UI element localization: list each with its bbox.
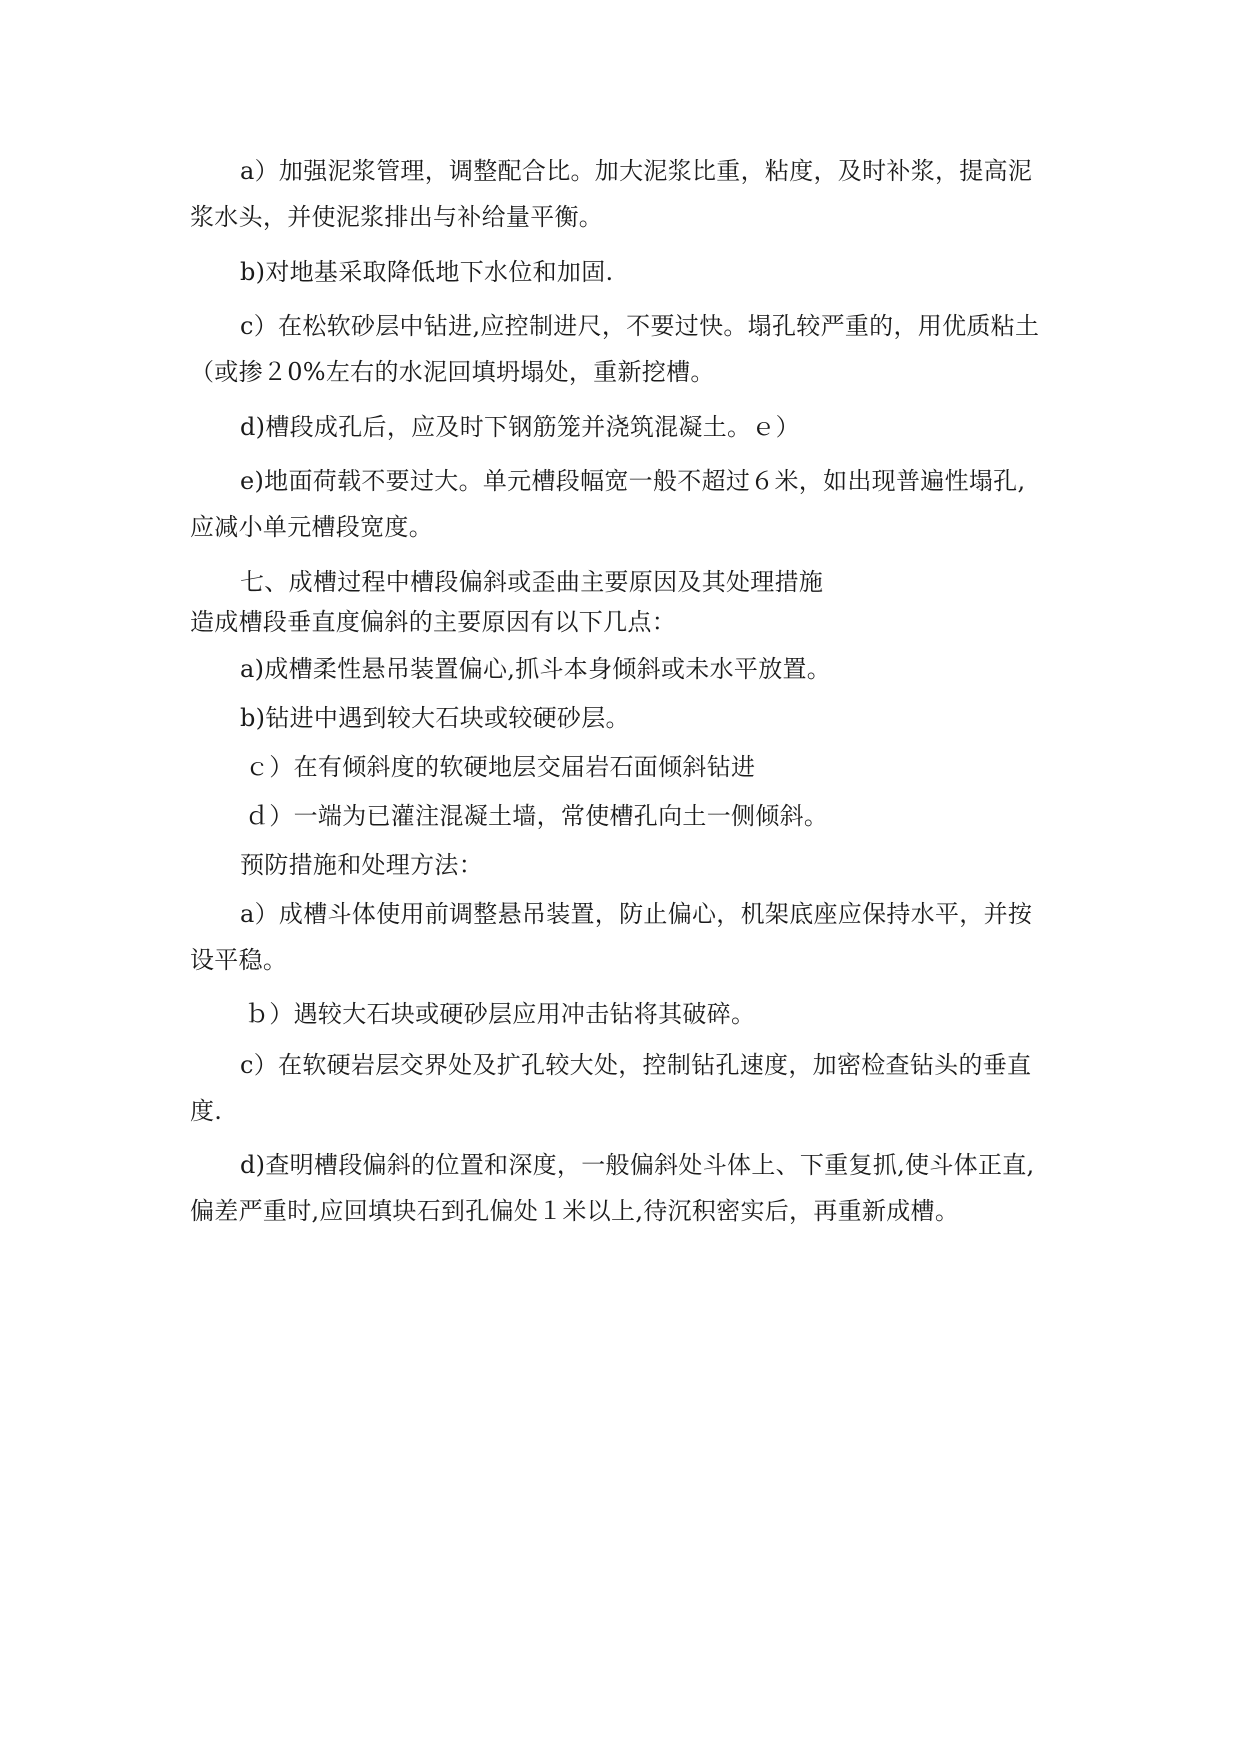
causes-intro: 造成槽段垂直度偏斜的主要原因有以下几点： xyxy=(190,608,676,636)
measure-c: c）在软硬岩层交界处及扩孔较大处，控制钻孔速度，加密检查钻头的垂直 xyxy=(240,1051,1032,1079)
measure-a-cont: 设平稳。 xyxy=(190,946,288,974)
paragraph-c-sand-layer: c）在松软砂层中钻进,应控制进尺，不要过快。塌孔较严重的，用优质粘土 xyxy=(240,312,1040,340)
paragraph-c-sand-layer-cont: （或掺２0%左右的水泥回填坍塌处，重新挖槽。 xyxy=(190,358,715,386)
measure-a: a）成槽斗体使用前调整悬吊装置，防止偏心，机架底座应保持水平，并按 xyxy=(240,900,1033,928)
paragraph-a-mud-management-cont: 浆水头，并使泥浆排出与补给量平衡。 xyxy=(190,203,604,231)
paragraph-a-mud-management: a）加强泥浆管理，调整配合比。加大泥浆比重，粘度，及时补浆，提高泥 xyxy=(240,157,1033,185)
section-heading-seven: 七、成槽过程中槽段偏斜或歪曲主要原因及其处理措施 xyxy=(240,568,824,596)
paragraph-b-foundation: b)对地基采取降低地下水位和加固. xyxy=(240,258,614,286)
paragraph-e-ground-load: e)地面荷载不要过大。单元槽段幅宽一般不超过６米，如出现普遍性塌孔, xyxy=(240,467,1026,495)
measure-d-cont: 偏差严重时,应回填块石到孔偏处１米以上,待沉积密实后，再重新成槽。 xyxy=(190,1197,960,1225)
measure-d: d)查明槽段偏斜的位置和深度，一般偏斜处斗体上、下重复抓,使斗体正直, xyxy=(240,1151,1035,1179)
paragraph-e-ground-load-cont: 应减小单元槽段宽度。 xyxy=(190,513,433,541)
cause-a: a)成槽柔性悬吊装置偏心,抓斗本身倾斜或未水平放置。 xyxy=(240,655,832,683)
measure-c-cont: 度. xyxy=(190,1097,223,1125)
cause-b: b)钻进中遇到较大石块或较硬砂层。 xyxy=(240,704,630,732)
measure-b: ｂ）遇较大石块或硬砂层应用冲击钻将其破碎。 xyxy=(245,1000,756,1028)
paragraph-d-rebar-cage: d)槽段成孔后，应及时下钢筋笼并浇筑混凝土。ｅ） xyxy=(240,413,800,441)
cause-c: ｃ）在有倾斜度的软硬地层交届岩石面倾斜钻进 xyxy=(245,753,756,781)
cause-d: ｄ）一端为已灌注混凝土墙，常使槽孔向土一侧倾斜。 xyxy=(245,802,829,830)
measures-heading: 预防措施和处理方法： xyxy=(240,851,483,879)
